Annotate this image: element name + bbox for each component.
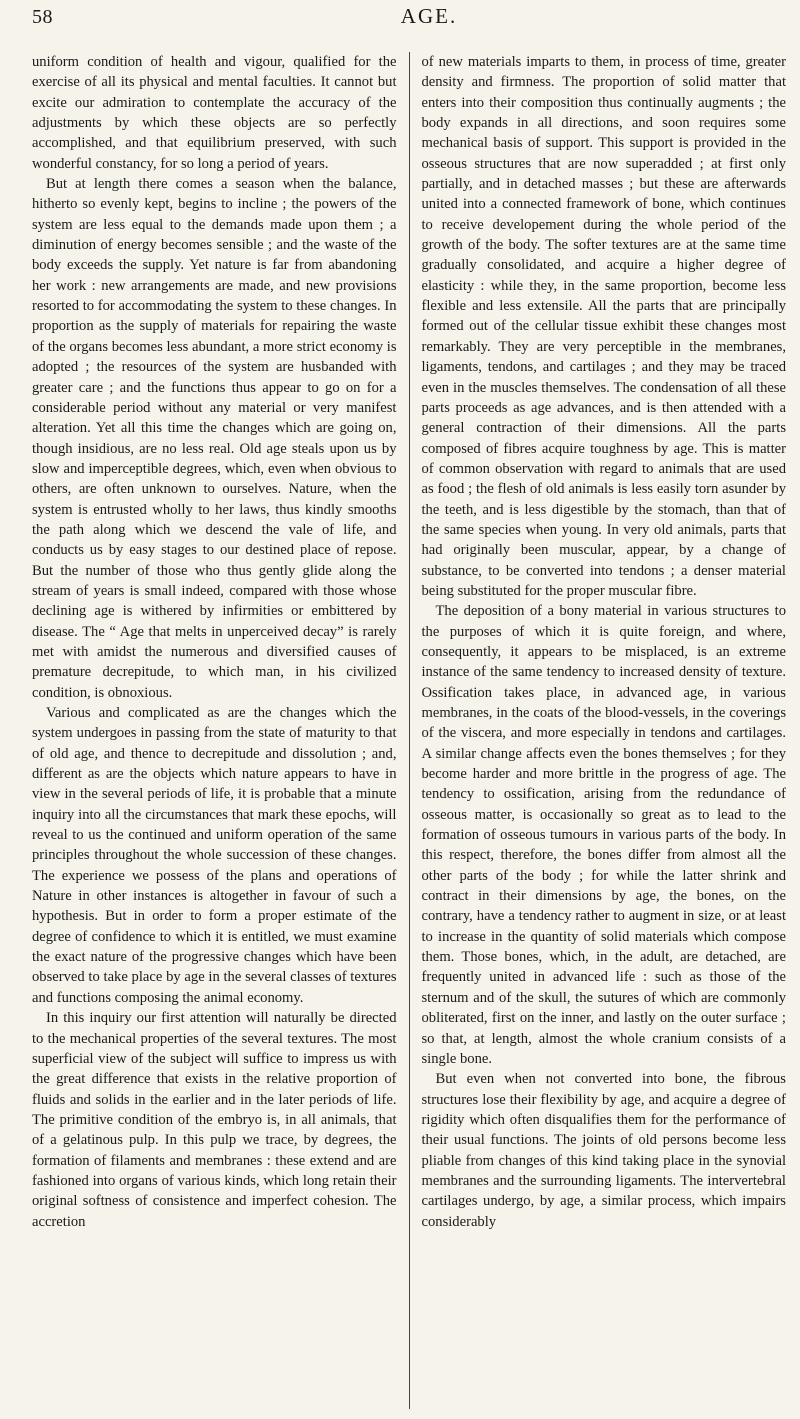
right-column [409,52,787,1409]
page-header [32,0,786,44]
left-column [32,52,409,1409]
paragraph: In this inquiry our first attention will naturally be directed to the mechanical properties of the several textures. The most superficial view of the subject will suffice to impress us with the great difference that exists in the relative proportion of fluids and solids in the earlier and in the later periods of life. The primitive condition of the embryo is, in all animals, that of a gelatinous pulp. In this pulp we trace, by degrees, the formation of filaments and membranes : these extend and are fashioned into organs of various kinds, which long retain their original softness of consistence and imperfect cohesion. The accretion [32,1010,397,1230]
running-head: AGE. [400,4,458,28]
page-number: 58 [32,6,53,28]
paragraph: But at length there comes a season when the balance, hitherto so evenly kept, begins to incline ; the powers of the system are less equal to the demands made upon them ; a diminution of energy becomes sensible ; and the waste of the body exceeds the supply. Yet nature is far from abandoning her work : new arrangements are made, and new provisions resorted to for accommodating the system to these changes. In proportion as the supply of materials for repairing the waste of the organs becomes less abundant, a more strict economy is adopted ; the resources of the system are husbanded with greater care ; and the functions thus appear to go on for a considerable period without any material or very manifest alteration. Yet all this time the changes which are going on, though insidious, are no less real. Old age steals upon us by slow and imperceptible degrees, which, even when obvious to others, are often unknown to ourselves. Nature, when the system is entrusted wholly to her laws, thus kindly smooths the path along which we descend the vale of life, and conducts us by easy stages to our destined place of repose. But the number of those who thus gently glide along the stream of years is small indeed, compared with those whose declining age is withered by infirmities or embittered by disease. The “ Age that melts in unperceived decay” is rarely met with amidst the numerous and diversified causes of premature decrepitude, to which man, in his civilized condition, is obnoxious. [32,176,397,701]
paragraph: But even when not converted into bone, the fibrous structures lose their flexibility by age, and acquire a degree of rigidity which often disqualifies them for the performance of their usual functions. The joints of old persons become less pliable from changes of this kind taking place in the synovial membranes and the surrounding ligaments. The intervertebral cartilages undergo, by age, a similar process, which impairs considerably [421,1071,786,1230]
paragraph: Various and complicated as are the changes which the system undergoes in passing from the state of maturity to that of old age, and thence to decrepitude and dissolution ; and, different as are the objects which nature appears to have in view in the several periods of life, it is probable that a minute inquiry into all the circumstances that mark these epochs, will reveal to us the continued and uniform operation of the same principles throughout the whole succession of these changes. The experience we possess of the plans and operations of Nature in other instances is altogether in favour of such a hypothesis. But in order to form a proper estimate of the degree of confidence to which it is entitled, we must examine the exact nature of the progressive changes which have been observed to take place by age in the several classes of textures and functions composing the animal economy. [32,705,397,1006]
paragraph: uniform condition of health and vigour, qualified for the exercise of all its physical and mental faculties. It cannot but excite our admiration to contemplate the accuracy of the adjustments by which these objects are so perfectly accomplished, and that equilibrium preserved, with such wonderful constancy, for so long a period of years. [32,54,397,172]
text-columns [32,52,786,1409]
paragraph: of new materials imparts to them, in process of time, greater density and firmness. The proportion of solid matter that enters into their composition thus continually augments ; the body expands in all directions, and soon requires some mechanical basis of support. This support is provided in the osseous structures that are now superadded ; at first only partially, and in detached masses ; but these are afterwards united into a connected framework of bone, which continues to receive developement during the whole period of the growth of the body. The softer textures are at the same time gradually consolidated, and acquire a higher degree of elasticity : while they, in the same proportion, become less flexible and less extensile. All the parts that are principally formed out of the cellular tissue exhibit these changes most remarkably. They are very perceptible in the membranes, ligaments, tendons, and cartilages ; and they may be traced even in the muscles themselves. The condensation of all these parts proceeds as age advances, and is then attended with a general contraction of their dimensions. All the parts composed of fibres acquire toughness by age. This is matter of common observation with regard to animals that are used as food ; the flesh of old animals is less easily torn asunder by the teeth, and is less digestible by the stomach, than that of the same species when young. In very old animals, parts that had originally been muscular, appear, by a change of substance, to be converted into tendons ; a denser material being substituted for the proper muscular fibre. [421,54,786,599]
paragraph: The deposition of a bony material in various structures to the purposes of which it is quite foreign, and where, consequently, it appears to be misplaced, is an extreme instance of the same tendency to increased density of texture. Ossification takes place, in advanced age, in various membranes, in the coats of the blood-vessels, in the coverings of the viscera, and more especially in tendons and cartilages. A similar change affects even the bones themselves ; for they become harder and more brittle in the progress of age. The tendency to ossification, arising from the redundance of osseous matter, is occasionally so great as to lead to the formation of osseous tumours in various parts of the body. In this respect, therefore, the bones differ from almost all the other parts of the body ; for while the latter shrink and contract in their dimensions by age, the bones, on the contrary, have a tendency rather to augment in size, or at least to increase in the quantity of solid materials which compose them. Those bones, which, in the adult, are detached, are frequently united in advanced life : such as those of the sternum and of the skull, the sutures of which are commonly obliterated, first on the inner, and lastly on the outer surface ; so that, at length, almost the whole cranium consists of a single bone. [421,603,786,1067]
